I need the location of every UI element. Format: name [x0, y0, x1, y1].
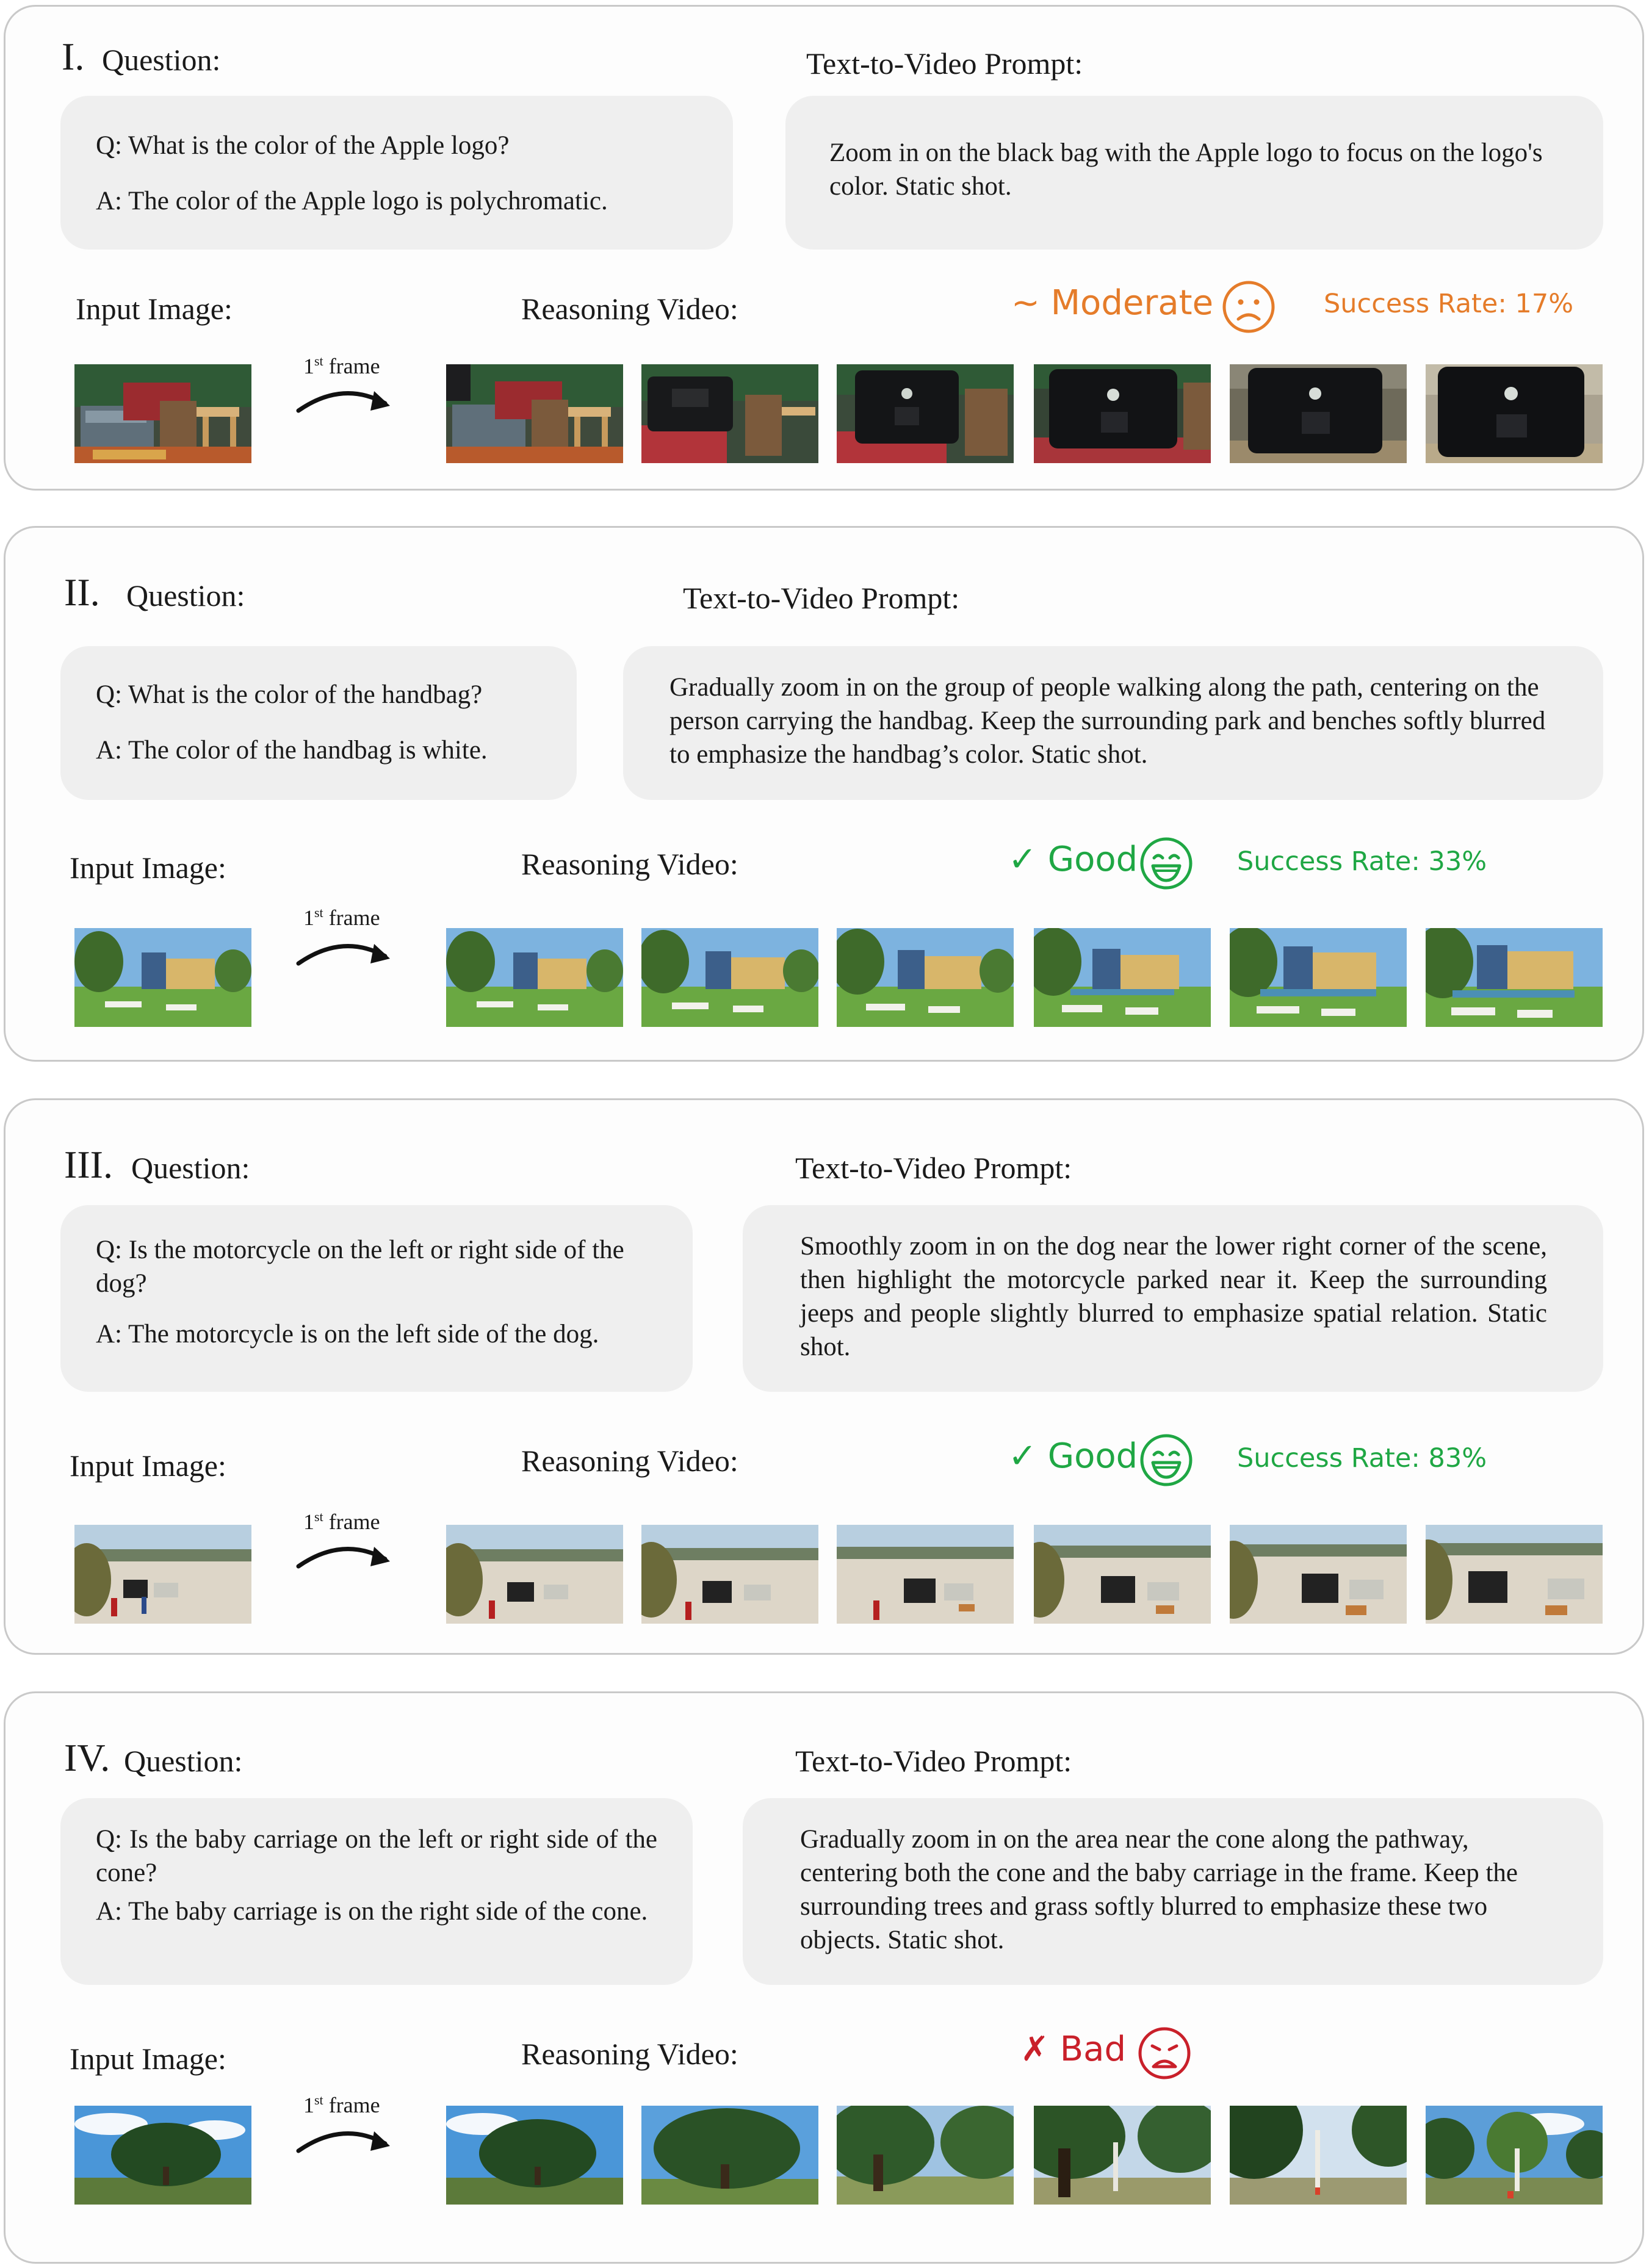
success-rate: Success Rate: 83%	[1237, 1443, 1487, 1474]
prompt-text: Smoothly zoom in on the dog near the lower right corner of the scene, then highlight the motorcycle parked near it. Keep the surrounding jeeps and people slightly blurred to emphasize spatial relation. Static shot.	[800, 1232, 1547, 1361]
prompt-box	[785, 96, 1603, 250]
answer-text: A: The color of the handbag is white.	[96, 736, 488, 765]
video-frame-2	[641, 2106, 818, 2205]
question-box	[60, 96, 733, 250]
happy-face-icon	[1139, 1433, 1193, 1487]
happy-face-icon	[1139, 837, 1193, 890]
rating-label	[1008, 840, 1138, 879]
success-rate: Success Rate: 17%	[1324, 289, 1574, 319]
example-panel-4	[4, 1691, 1644, 2264]
arrow-icon	[294, 1536, 397, 1579]
prompt-label: Text-to-Video Prompt:	[683, 581, 960, 615]
prompt-box	[623, 646, 1603, 800]
video-frame-3	[837, 2106, 1014, 2205]
panel-numeral: IV.	[64, 1736, 110, 1779]
arrow-icon	[294, 380, 397, 423]
question-text: Q: What is the color of the Apple logo?	[96, 131, 510, 160]
reasoning-video-label: Reasoning Video:	[521, 847, 738, 881]
prompt-text: Gradually zoom in on the area near the cone along the pathway, centering both the cone and the baby carriage in the frame. Keep the surrounding trees and grass softly blurred to emphasize these two objects. Static shot.	[800, 1825, 1518, 1954]
prompt-text: Gradually zoom in on the group of people walking along the path, centering on the person carrying the handbag. Keep the surrounding park and benches softly blurred to emphasize the handbag’s color. Static shot.	[669, 673, 1546, 769]
input-image	[74, 2106, 251, 2205]
video-frame-5	[1230, 1525, 1407, 1624]
panel-numeral: III.	[64, 1143, 113, 1186]
video-frame-1	[446, 364, 623, 463]
reasoning-video-label: Reasoning Video:	[521, 2037, 738, 2071]
question-label: Question:	[131, 1151, 250, 1185]
video-frame-4	[1034, 1525, 1211, 1624]
rating-word: Moderate	[1050, 283, 1214, 323]
rating-label	[1020, 2029, 1127, 2069]
video-frame-6	[1426, 364, 1603, 463]
video-frame-3	[837, 928, 1014, 1027]
video-frame-2	[641, 1525, 818, 1624]
rating-mark: ✗	[1020, 2029, 1049, 2069]
rating-word: Good	[1047, 840, 1138, 879]
reasoning-video-label: Reasoning Video:	[521, 292, 738, 326]
question-box	[60, 1798, 693, 1985]
reasoning-video-label: Reasoning Video:	[521, 1444, 738, 1478]
video-frame-3	[837, 1525, 1014, 1624]
rating-mark: ✓	[1008, 1436, 1037, 1476]
video-frame-4	[1034, 364, 1211, 463]
question-label: Question:	[126, 578, 245, 613]
question-label: Question:	[124, 1744, 243, 1778]
question-text: Q: What is the color of the handbag?	[96, 680, 483, 709]
question-box	[60, 646, 577, 800]
frown-face-icon	[1138, 2026, 1191, 2080]
question-text: Q: Is the motorcycle on the left or right side of the dog?	[96, 1236, 624, 1298]
video-frame-2	[641, 364, 818, 463]
prompt-label: Text-to-Video Prompt:	[806, 46, 1083, 81]
success-rate: Success Rate: 33%	[1237, 846, 1487, 877]
answer-text: A: The color of the Apple logo is polychromatic.	[96, 187, 608, 215]
input-image-label: Input Image:	[70, 2042, 226, 2076]
example-panel-2	[4, 526, 1644, 1062]
input-image	[74, 928, 251, 1027]
video-frame-1	[446, 928, 623, 1027]
video-frame-6	[1426, 1525, 1603, 1624]
rating-mark: ~	[1011, 283, 1040, 323]
example-panel-1	[4, 5, 1644, 491]
input-image-label: Input Image:	[70, 851, 226, 885]
rating-word: Bad	[1059, 2029, 1127, 2069]
video-frame-5	[1230, 928, 1407, 1027]
input-image-label: Input Image:	[70, 1449, 226, 1483]
arrow-icon	[294, 933, 397, 976]
video-frame-4	[1034, 2106, 1211, 2205]
sad-face-icon	[1222, 280, 1276, 334]
input-image	[74, 1525, 251, 1624]
question-text: Q: Is the baby carriage on the left or right side of the cone?	[96, 1825, 657, 1887]
rating-mark: ✓	[1008, 840, 1037, 879]
video-frame-5	[1230, 364, 1407, 463]
video-frame-4	[1034, 928, 1211, 1027]
first-frame-label: 1st frame	[303, 2092, 380, 2117]
video-frame-2	[641, 928, 818, 1027]
video-frame-3	[837, 364, 1014, 463]
rating-label	[1011, 283, 1214, 323]
example-panel-3	[4, 1098, 1644, 1655]
rating-label	[1008, 1436, 1138, 1476]
prompt-box	[743, 1205, 1603, 1392]
prompt-label: Text-to-Video Prompt:	[795, 1744, 1072, 1778]
arrow-icon	[294, 2120, 397, 2163]
input-image	[74, 364, 251, 463]
question-label: Question:	[102, 43, 221, 77]
first-frame-label: 1st frame	[303, 353, 380, 378]
panel-numeral: II.	[64, 571, 100, 614]
input-image-label: Input Image:	[76, 292, 233, 326]
panel-numeral: I.	[62, 35, 85, 78]
prompt-label: Text-to-Video Prompt:	[795, 1151, 1072, 1185]
video-frame-1	[446, 2106, 623, 2205]
answer-text: A: The baby carriage is on the right side of the cone.	[96, 1897, 648, 1926]
first-frame-label: 1st frame	[303, 905, 380, 930]
video-frame-1	[446, 1525, 623, 1624]
prompt-text: Zoom in on the black bag with the Apple logo to focus on the logo's color. Static shot.	[829, 139, 1543, 201]
question-box	[60, 1205, 693, 1392]
video-frame-6	[1426, 928, 1603, 1027]
rating-word: Good	[1047, 1436, 1138, 1476]
first-frame-label: 1st frame	[303, 1509, 380, 1534]
video-frame-6	[1426, 2106, 1603, 2205]
answer-text: A: The motorcycle is on the left side of the dog.	[96, 1320, 599, 1348]
prompt-box	[743, 1798, 1603, 1985]
video-frame-5	[1230, 2106, 1407, 2205]
